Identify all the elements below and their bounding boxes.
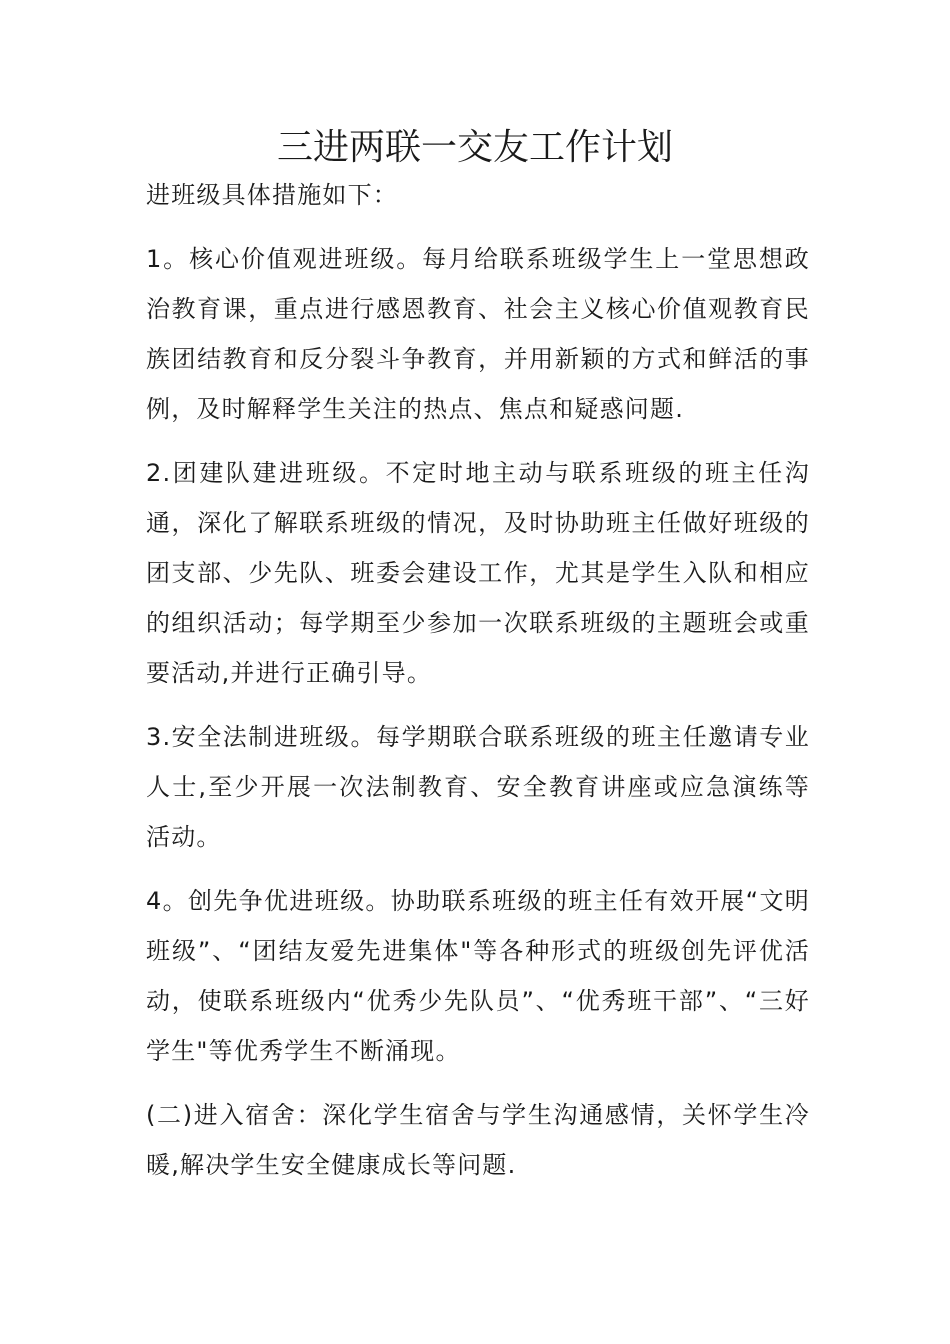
document-title: 三进两联一交友工作计划 (276, 127, 673, 168)
paragraph-item-3: 3.安全法制进班级。每学期联合联系班级的班主任邀请专业人士,至少开展一次法制教育、安全教育讲座或应急演练等活动。 (146, 723, 810, 851)
document-body (146, 170, 810, 1204)
paragraph-section-2: (二)进入宿舍：深化学生宿舍与学生沟通感情，关怀学生冷暖,解决学生安全健康成长等问题. (146, 1101, 810, 1179)
paragraph-item-4: 4。创先争优进班级。协助联系班级的班主任有效开展“文明班级”、“团结友爱先进集体"等各种形式的班级创先评优活动，使联系班级内“优秀少先队员”、“优秀班干部”、“三好学生"等优秀学生不断涌现。 (146, 887, 810, 1065)
paragraph-item-2: 2.团建队建进班级。不定时地主动与联系班级的班主任沟通，深化了解联系班级的情况，及时协助班主任做好班级的团支部、少先队、班委会建设工作，尤其是学生入队和相应的组织活动；每学期至少参加一次联系班级的主题班会或重要活动,并进行正确引导。 (146, 459, 810, 687)
paragraph-item-1: 1。核心价值观进班级。每月给联系班级学生上一堂思想政治教育课，重点进行感恩教育、社会主义核心价值观教育民族团结教育和反分裂斗争教育，并用新颖的方式和鲜活的事例，及时解释学生关注的热点、焦点和疑惑问题. (146, 245, 810, 423)
paragraph-intro: 进班级具体措施如下： (146, 181, 398, 209)
